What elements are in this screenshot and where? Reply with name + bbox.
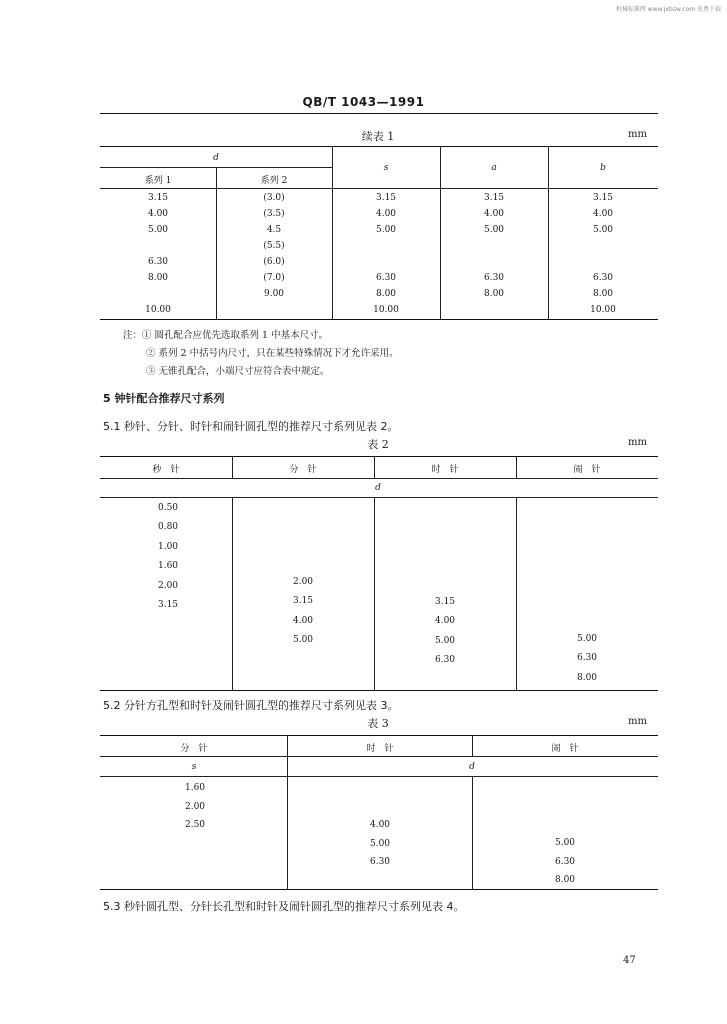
table1-header-d: d [213,153,219,163]
table1-note: ② 系列 2 中括号内尺寸，只在某些特殊情况下才允许采用。 [146,348,399,359]
table1-cell-s: 5.00 [375,225,397,235]
table3-cell: 6.30 [554,856,576,867]
table1-cell-s: 6.30 [375,273,397,283]
table2-col-divider [374,497,375,690]
table1-cell-a: 6.30 [483,273,505,283]
table2-cell: 0.50 [157,503,179,513]
table1-bottom-border [100,319,658,320]
table2-cell: 6.30 [576,653,598,664]
table1-header-b: b [600,163,606,173]
table1-caption: 续表 1 [361,130,395,143]
table1-cell-b: 6.30 [592,273,614,283]
table1-cell-series1: 4.00 [147,209,169,219]
table2-cell: 3.15 [434,597,456,607]
table2-header-line [100,478,658,479]
table1-cell-series2: 4.5 [266,225,282,235]
table1-cell-s: 4.00 [375,209,397,219]
table1-cell-series1: 3.15 [147,193,169,203]
table1-cell-series2: (3.0) [263,193,285,203]
table1-header-line [100,188,658,189]
table1-col-divider [332,146,333,319]
table2-col-divider [232,497,233,690]
table3-cell: 5.00 [369,838,391,849]
table2-header-alarm-hand: 闹 针 [573,465,601,475]
table3-cell: 1.60 [184,783,206,793]
table2-cell: 5.00 [576,634,598,644]
table1-cell-series2: (3.5) [263,209,285,219]
table3-cell: 6.30 [369,857,391,867]
table1-cell-a: 5.00 [483,225,505,235]
table1-cell-b: 8.00 [592,289,614,299]
table1-cell-series1: 6.30 [147,257,169,267]
section-5-1-text: 5.1 秒针、分针、时针和闹针圆孔型的推荐尺寸系列见表 2。 [103,420,399,433]
table3-header-line [100,756,658,757]
table1-cell-b: 4.00 [592,209,614,219]
table3-unit: mm [628,716,647,727]
table3-subheader-s: s [191,762,197,772]
table3-cell: 2.50 [184,820,206,830]
table2-cell: 4.00 [292,615,314,626]
table2-cell: 4.00 [434,616,456,627]
table3-cell: 5.00 [554,838,576,848]
table3-col-divider [472,735,473,756]
table1-cell-series1: 10.00 [145,305,171,315]
table3-cell: 4.00 [369,820,391,830]
table2-cell: 1.60 [157,561,179,572]
table2-cell: 5.00 [434,635,456,646]
table1-cell-series2: (5.5) [263,241,285,251]
table3-top-border [100,735,658,736]
table2-cell: 1.00 [157,541,179,552]
table3-caption: 表 3 [367,717,389,730]
table2-header-second-hand: 秒 针 [152,465,180,475]
table3-col-divider [472,776,473,889]
table1-note: ③ 无锥孔配合，小端尺寸应符合表中规定。 [146,366,330,377]
table3-cell: 8.00 [554,875,576,885]
table1-note: 注：① 圆孔配合应优先选取系列 1 中基本尺寸。 [123,330,329,341]
table2-subheader-d: d [375,483,381,493]
section-5-title: 5 钟针配合推荐尺寸系列 [103,392,225,405]
table2-unit: mm [628,437,647,448]
table1-cell-b: 5.00 [592,225,614,235]
table2-header-minute-hand: 分 针 [289,465,317,475]
table1-cell-s: 10.00 [373,305,399,315]
standard-code: QB/T 1043—1991 [302,95,425,109]
table1-cell-s: 8.00 [375,289,397,299]
table2-bottom-border [100,690,658,691]
table3-sub-line [100,776,658,777]
table1-cell-b: 10.00 [590,305,616,315]
table1-cell-series1: 5.00 [147,225,169,235]
table2-header-hour-hand: 时 针 [431,465,459,475]
section-5-2-text: 5.2 分针方孔型和时针及闹针圆孔型的推荐尺寸系列见表 3。 [103,699,399,712]
table1-cell-a: 4.00 [483,209,505,219]
table1-header-s: s [383,163,389,173]
table1-header-series1: 系列 1 [144,176,172,186]
table2-cell: 5.00 [292,635,314,646]
table3-header-hour-hand: 时 针 [366,744,394,754]
table2-sub-line [100,497,658,498]
table1-header-a: a [491,163,497,173]
table2-col-divider [516,456,517,478]
table1-col-divider [440,146,441,319]
table2-cell: 2.00 [157,580,179,591]
table2-top-border [100,456,658,457]
table1-cell-series1: 8.00 [147,273,169,283]
page-number: 47 [623,955,636,966]
table1-cell-series2: (6.0) [263,257,285,267]
table1-cell-b: 3.15 [592,193,614,203]
table3-subheader-d: d [469,762,475,772]
section-5-3-text: 5.3 秒针圆孔型、分针长孔型和时针及闹针圆孔型的推荐尺寸系列见表 4。 [103,900,465,913]
table2-cell: 8.00 [576,672,598,683]
table3-bottom-border [100,889,658,890]
table1-cell-a: 8.00 [483,289,505,299]
table2-cell: 3.15 [157,600,179,610]
table3-header-alarm-hand: 闹 针 [551,744,579,754]
table2-cell: 3.15 [292,596,314,607]
watermark: 机械标准网 www.jxbzw.com 免费下载 [615,6,721,13]
table1-col-divider [548,146,549,319]
table1-col-divider [216,167,217,319]
table1-cell-series2: 9.00 [263,289,285,299]
table3-header-minute-hand: 分 针 [180,744,208,754]
table1-top-border [100,146,658,147]
table2-cell: 6.30 [434,655,456,666]
table3-cell: 2.00 [184,801,206,812]
table3-col-divider [287,735,288,889]
table2-caption: 表 2 [367,438,389,451]
table2-col-divider [516,497,517,690]
table2-col-divider [374,456,375,478]
table1-cell-series2: (7.0) [263,273,285,283]
table2-col-divider [232,456,233,478]
header-rule [100,113,658,114]
table2-cell: 0.80 [157,522,179,533]
table1-cell-a: 3.15 [483,193,505,203]
table2-cell: 2.00 [292,577,314,587]
table1-cell-s: 3.15 [375,193,397,203]
table1-unit: mm [628,129,647,140]
table1-header-series2: 系列 2 [260,176,288,186]
